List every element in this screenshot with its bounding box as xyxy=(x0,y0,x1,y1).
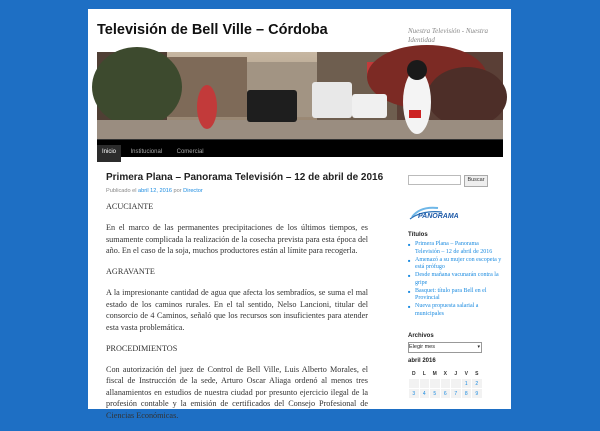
panorama-logo-text: PANORAMA xyxy=(418,213,459,220)
calendar-caption: abril 2016 xyxy=(408,358,436,364)
chevron-down-icon: ▾ xyxy=(477,344,480,350)
calendar-weekday: D xyxy=(411,370,416,377)
post-title[interactable]: Primera Plana – Panorama Televisión – 12 de abril de 2016 xyxy=(106,172,384,183)
titulos-list xyxy=(408,241,504,319)
calendar-day[interactable]: 2 xyxy=(472,379,483,389)
nav-item-institucional[interactable]: Institucional xyxy=(130,149,163,155)
titulos-widget-title: Títulos xyxy=(408,232,428,238)
nav-item-inicio[interactable]: Inicio xyxy=(97,145,121,162)
titulos-list-item[interactable]: ■ Nueva propuesta salarial a municipales xyxy=(408,303,504,318)
calendar-day[interactable]: 9 xyxy=(472,389,483,399)
site-title[interactable]: Televisión de Bell Ville – Córdoba xyxy=(97,22,328,38)
titulos-list-item[interactable]: ■ Amenazó a su mujer con escopeta y está prófugo xyxy=(408,257,504,272)
calendar-weekday: M xyxy=(432,370,437,377)
calendar-week-row xyxy=(409,379,483,389)
header-image[interactable] xyxy=(97,52,503,139)
site-description: Nuestra Televisión - Nuestra Identidad xyxy=(408,27,489,44)
calendar-day-empty xyxy=(440,379,451,389)
post-paragraph: ACUCIANTE xyxy=(106,202,154,211)
calendar-weekday: L xyxy=(422,370,426,377)
archivos-select[interactable] xyxy=(408,342,482,353)
calendar-weekday: S xyxy=(475,370,479,377)
search-button[interactable]: Buscar xyxy=(464,175,488,187)
nav-item-comercial[interactable]: Comercial xyxy=(176,149,204,155)
calendar-day[interactable]: 3 xyxy=(409,389,420,399)
search-input[interactable] xyxy=(408,175,461,185)
post-content xyxy=(106,201,368,421)
post-author-link[interactable]: Director xyxy=(183,188,203,194)
street-scene-image xyxy=(97,52,503,139)
post-meta xyxy=(106,188,368,194)
post-paragraph: Con autorización del juez de Control de Bell Ville, Luis Alberto Morales, el fiscal de Instrucción de la sede, Arturo Oscar Aliaga ordenó al menos tres allanamientos en estudios de nuestra ciudad por presunto ejercicio ilegal de la profesión contable y la emisión de certificados del Consejo Profesional de Ciencias Económicas. xyxy=(106,364,368,420)
calendar-day-empty xyxy=(430,379,441,389)
calendar-day[interactable]: 5 xyxy=(430,389,441,399)
post-article xyxy=(106,172,384,431)
calendar-day[interactable]: 7 xyxy=(451,389,462,399)
titulos-list-item[interactable]: ■ Primera Plana – Panorama Televisión – 12 de abril de 2016 xyxy=(408,241,504,256)
calendar-day[interactable]: 8 xyxy=(461,389,472,399)
post-paragraph: A la impresionante cantidad de agua que afecta los sembradíos, se suma el mal estado de los caminos rurales. En el tal sentido, Nelso Lancioni, titular del consorcio de 4 Caminos, señaló que los recursos son insuficientes para atender esta vasta problemática. xyxy=(106,288,368,332)
calendar-weekday-row xyxy=(409,369,483,379)
calendar-weekday: V xyxy=(464,370,468,377)
titulos-list-item[interactable]: ■ Basquet: título para Bell en el Provincial xyxy=(408,288,504,303)
calendar-table xyxy=(408,369,483,399)
panorama-logo[interactable] xyxy=(408,204,466,222)
meta-by-label: por xyxy=(173,188,182,194)
calendar-day-empty xyxy=(409,379,420,389)
archivos-widget-title: Archivos xyxy=(408,333,434,339)
panorama-logo-graphic xyxy=(408,204,466,222)
calendar-day[interactable]: 4 xyxy=(419,389,430,399)
calendar-day[interactable]: 1 xyxy=(461,379,472,389)
archivos-selected-value: Elegir mes xyxy=(409,344,435,350)
main-navigation xyxy=(97,139,503,157)
calendar-weekday: X xyxy=(443,370,447,377)
calendar-week-row xyxy=(409,389,483,399)
calendar-day[interactable]: 6 xyxy=(440,389,451,399)
calendar-weekday: J xyxy=(454,370,458,377)
meta-published-label: Publicado el xyxy=(106,188,137,194)
post-paragraph: En el marco de las permanentes precipitaciones de los últimos tiempos, es sumamente complicada la realización de la cosecha prevista para esta época del año. En el caso de la soja, muchos productores están al límite para recogerla. xyxy=(106,223,368,255)
post-paragraph: PROCEDIMIENTOS xyxy=(106,343,178,353)
calendar-day-empty xyxy=(419,379,430,389)
post-date-link[interactable]: abril 12, 2016 xyxy=(138,188,172,194)
calendar-day-empty xyxy=(451,379,462,389)
page-container xyxy=(88,9,511,420)
post-paragraph: AGRAVANTE xyxy=(106,267,155,276)
titulos-list-item[interactable]: ■ Desde mañana vacunarán contra la gripe xyxy=(408,272,504,287)
